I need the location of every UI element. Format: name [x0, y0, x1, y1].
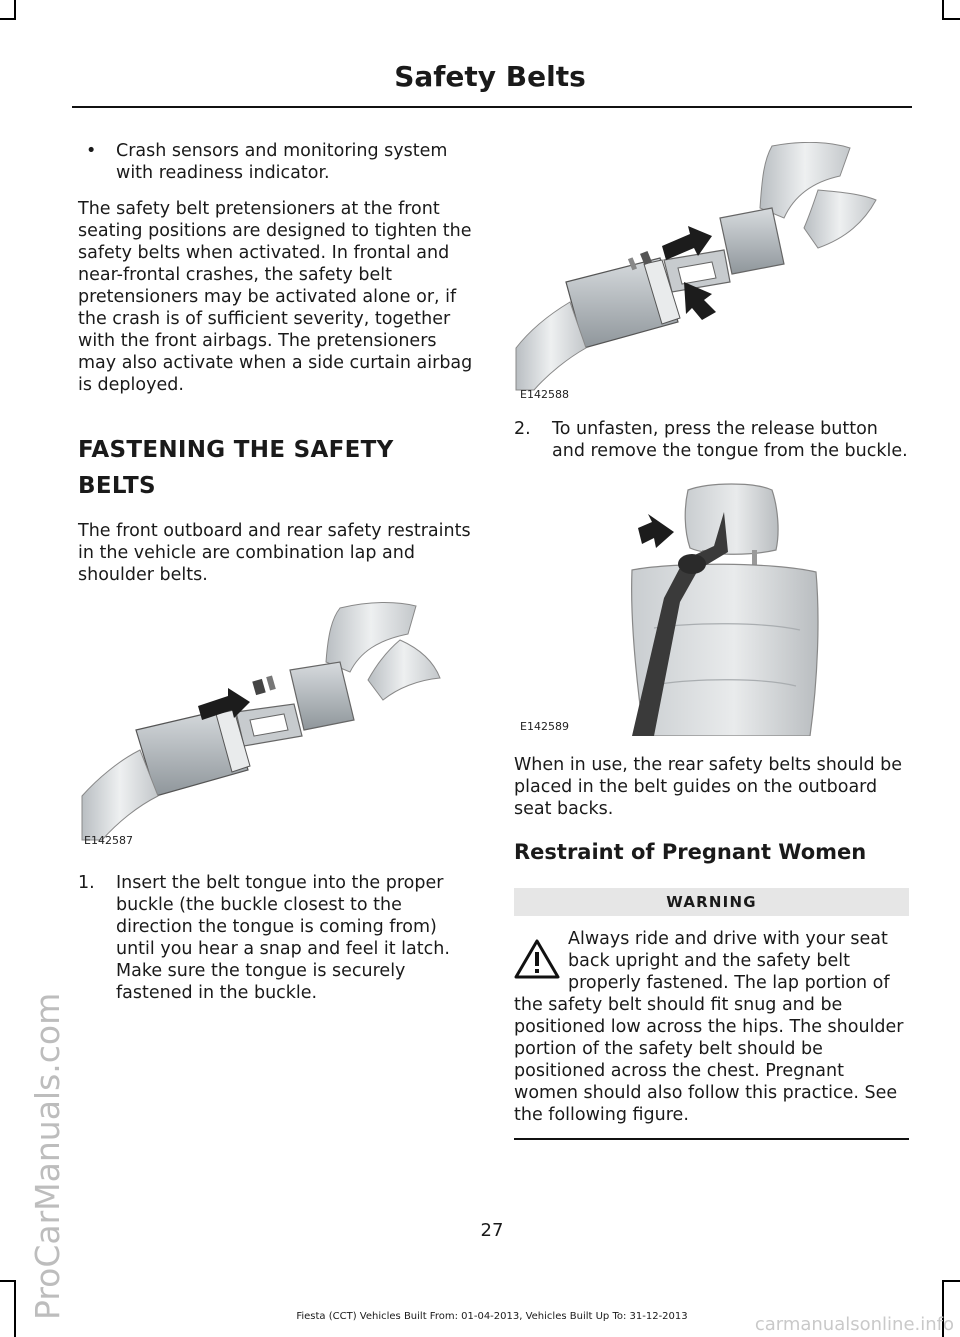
step-text: Insert the belt tongue into the proper buckle (the buckle closest to the direction the tongue is coming from) until you hear a snap and feel it latch. Make sure the tongue is securely fastened in the buckle.: [116, 873, 450, 1003]
warning-line-3: properly fastened. The lap portion of: [568, 973, 890, 993]
bullet-text: Crash sensors and monitoring system with readiness indicator.: [116, 141, 448, 183]
section-heading: [78, 432, 473, 504]
buckle-release-figure: [514, 142, 904, 404]
crop-mark: [942, 18, 960, 20]
header-divider: [72, 106, 912, 108]
crop-mark: [942, 1280, 960, 1282]
figure-code: E142588: [520, 388, 569, 401]
warning-text: the safety belt should fit snug and be positioned low across the hips. The shoulder portion of the safety belt should be positioned across the chest. Pregnant women should also follow this practice. See the following figure.: [514, 995, 904, 1125]
step-1: [78, 872, 473, 1004]
page-number: 27: [480, 1220, 504, 1241]
crop-mark: [942, 0, 944, 20]
crop-mark: [0, 18, 16, 20]
step-text: To unfasten, press the release button and remove the tongue from the buckle.: [552, 419, 908, 461]
left-column: [78, 140, 473, 1004]
step-number: 1.: [78, 873, 95, 893]
bullet-mark: •: [86, 141, 97, 161]
rear-belt-paragraph: When in use, the rear safety belts should be placed in the belt guides on the outboard seat backs.: [514, 755, 903, 819]
warning-line-1: Always ride and drive with your seat: [568, 929, 888, 949]
warning-label: WARNING: [514, 888, 909, 916]
buckle-release-illustration: [514, 142, 904, 404]
crop-mark: [14, 0, 16, 20]
heading-line-2: BELTS: [78, 473, 156, 499]
buckle-insert-figure: [78, 600, 473, 850]
side-watermark: ProCarManuals.com: [28, 992, 67, 1320]
footer-text: Fiesta (CCT) Vehicles Built From: 01-04-2013, Vehicles Built Up To: 31-12-2013: [296, 1311, 688, 1322]
figure-code: E142587: [84, 834, 133, 847]
bullet-item: [78, 140, 473, 184]
subsection-heading: Restraint of Pregnant Women: [514, 840, 867, 864]
step-2: [514, 418, 909, 462]
step-number: 2.: [514, 419, 531, 439]
warning-line-2: back upright and the safety belt: [568, 951, 850, 971]
crop-mark: [14, 1280, 16, 1337]
page-title: Safety Belts: [394, 60, 586, 93]
seat-belt-guide-illustration: [514, 478, 904, 736]
warning-end-rule: [514, 1138, 909, 1140]
right-column: [514, 142, 909, 1140]
pretensioner-paragraph: The safety belt pretensioners at the front seating positions are designed to tighten the safety belts when activated. In frontal and near-frontal crashes, the safety belt pretensioners may be activated alone or, if the crash is of sufficient severity, together with the front airbags. The pretensioners may also activate when a side curtain airbag is deployed.: [78, 199, 473, 395]
buckle-insert-illustration: [78, 600, 473, 850]
warning-triangle-icon: [514, 938, 560, 980]
heading-line-1: FASTENING THE SAFETY: [78, 437, 394, 463]
warning-box: [514, 928, 909, 1126]
crop-mark: [0, 1280, 16, 1282]
figure-code: E142589: [520, 720, 569, 733]
seat-belt-guide-figure: [514, 478, 904, 736]
corner-watermark: carmanualsonline.info: [754, 1314, 954, 1335]
belt-type-paragraph: The front outboard and rear safety restraints in the vehicle are combination lap and shoulder belts.: [78, 521, 471, 585]
